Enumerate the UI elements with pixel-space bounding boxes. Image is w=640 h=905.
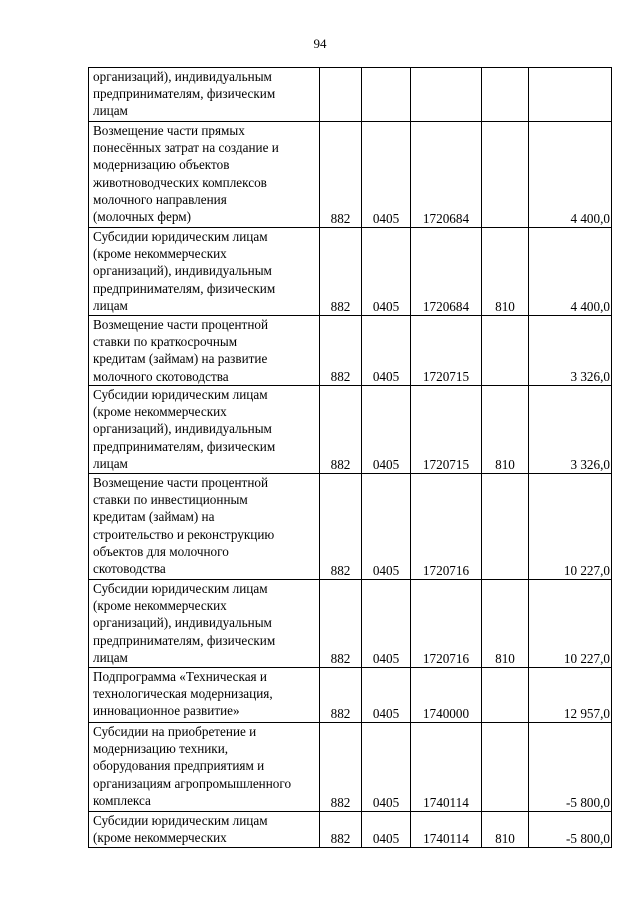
expense-type-code xyxy=(482,668,529,723)
expense-type-code: 810 xyxy=(482,580,529,668)
section-code: 0405 xyxy=(362,668,411,723)
ministry-code: 882 xyxy=(320,723,362,812)
expense-type-code xyxy=(482,68,529,122)
expense-type-code: 810 xyxy=(482,386,529,474)
target-code: 1720716 xyxy=(411,580,482,668)
ministry-code: 882 xyxy=(320,812,362,848)
row-description: Возмещение части процентной ставки по инвестиционным кредитам (займам) на строительство и реконструкцию объектов для молочного скотоводства xyxy=(89,474,320,580)
expense-type-code: 810 xyxy=(482,812,529,848)
page-number: 94 xyxy=(313,36,327,51)
section-code xyxy=(362,68,411,122)
table-row xyxy=(89,723,612,812)
amount: 10 227,0 xyxy=(529,580,612,668)
amount xyxy=(529,68,612,122)
target-code xyxy=(411,68,482,122)
section-code: 0405 xyxy=(362,228,411,316)
expense-type-code: 810 xyxy=(482,228,529,316)
row-description: Возмещение части процентной ставки по краткосрочным кредитам (займам) на развитие молочного скотоводства xyxy=(89,316,320,386)
section-code: 0405 xyxy=(362,316,411,386)
amount: 3 326,0 xyxy=(529,316,612,386)
ministry-code: 882 xyxy=(320,122,362,228)
table-row xyxy=(89,122,612,228)
ministry-code: 882 xyxy=(320,316,362,386)
section-code: 0405 xyxy=(362,812,411,848)
row-description: Субсидии юридическим лицам (кроме некоммерческих организаций), индивидуальным предпринимателям, физическим лицам xyxy=(89,386,320,474)
row-description: Подпрограмма «Техническая и технологическая модернизация, инновационное развитие» xyxy=(89,668,320,723)
target-code: 1720715 xyxy=(411,386,482,474)
ministry-code: 882 xyxy=(320,228,362,316)
expense-type-code xyxy=(482,723,529,812)
target-code: 1720684 xyxy=(411,122,482,228)
expense-type-code xyxy=(482,122,529,228)
section-code: 0405 xyxy=(362,580,411,668)
target-code: 1740114 xyxy=(411,723,482,812)
table-row xyxy=(89,316,612,386)
table-row xyxy=(89,668,612,723)
row-description: Субсидии юридическим лицам (кроме некоммерческих организаций), индивидуальным предпринимателям, физическим лицам xyxy=(89,228,320,316)
table-row xyxy=(89,812,612,848)
expense-type-code xyxy=(482,316,529,386)
ministry-code: 882 xyxy=(320,386,362,474)
table-row xyxy=(89,228,612,316)
row-description: Субсидии юридическим лицам (кроме некоммерческих xyxy=(89,812,320,848)
row-description: Субсидии юридическим лицам (кроме некоммерческих организаций), индивидуальным предпринимателям, физическим лицам xyxy=(89,580,320,668)
target-code: 1720684 xyxy=(411,228,482,316)
amount: 12 957,0 xyxy=(529,668,612,723)
target-code: 1720716 xyxy=(411,474,482,580)
row-description: Возмещение части прямых понесённых затрат на создание и модернизацию объектов животноводческих комплексов молочного направления (молочных ферм) xyxy=(89,122,320,228)
table-row xyxy=(89,580,612,668)
section-code: 0405 xyxy=(362,386,411,474)
row-description: Субсидии на приобретение и модернизацию техники, оборудования предприятиям и организациям агропромышленного комплекса xyxy=(89,723,320,812)
amount: 4 400,0 xyxy=(529,122,612,228)
table-row xyxy=(89,68,612,122)
section-code: 0405 xyxy=(362,723,411,812)
ministry-code xyxy=(320,68,362,122)
section-code: 0405 xyxy=(362,122,411,228)
ministry-code: 882 xyxy=(320,668,362,723)
target-code: 1740114 xyxy=(411,812,482,848)
table-row xyxy=(89,474,612,580)
ministry-code: 882 xyxy=(320,474,362,580)
row-description: организаций), индивидуальным предпринимателям, физическим лицам xyxy=(89,68,320,122)
amount: 10 227,0 xyxy=(529,474,612,580)
amount: 4 400,0 xyxy=(529,228,612,316)
amount: -5 800,0 xyxy=(529,723,612,812)
amount: 3 326,0 xyxy=(529,386,612,474)
section-code: 0405 xyxy=(362,474,411,580)
target-code: 1740000 xyxy=(411,668,482,723)
target-code: 1720715 xyxy=(411,316,482,386)
table-row xyxy=(89,386,612,474)
budget-table xyxy=(88,67,612,848)
amount: -5 800,0 xyxy=(529,812,612,848)
ministry-code: 882 xyxy=(320,580,362,668)
expense-type-code xyxy=(482,474,529,580)
